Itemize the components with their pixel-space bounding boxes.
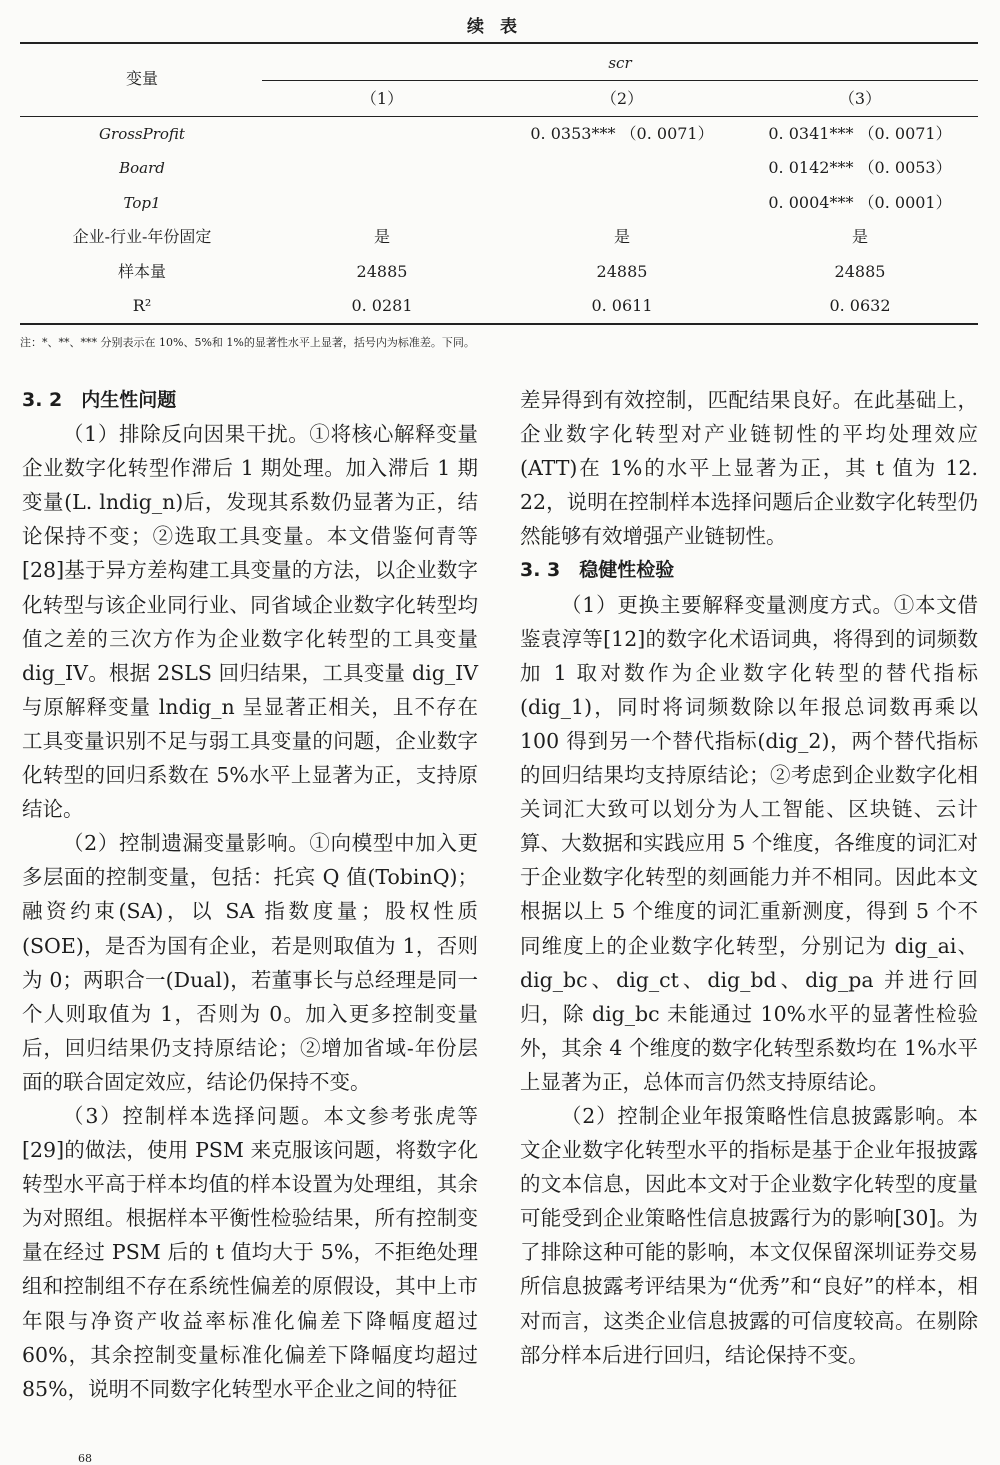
- row-label-r2: R²: [132, 296, 152, 315]
- section-heading-3-2: 3. 2 内生性问题: [22, 389, 177, 411]
- row-label-board: Board: [119, 159, 165, 177]
- page-number: 68: [78, 1452, 92, 1465]
- section-heading-3-3: 3. 3 稳健性检验: [520, 559, 675, 582]
- row-fixed-effects-c2: 是: [613, 227, 630, 246]
- row-sample-size-c2: 24885: [596, 262, 648, 281]
- paragraph-psm-continuation: 差异得到有效控制，匹配结果良好。在此基础上，企业数字化转型对产业链韧性的平均处理效应(ATT)在 1%的水平上显著为正，其 t 值为 12. 22，说明在控制样本选择问题后企业数字化转型仍然能够有效增强产业链韧性。: [520, 388, 978, 549]
- row-sample-size-c3: 24885: [834, 262, 886, 281]
- table-note: 注：*、**、*** 分别表示在 10%、5%和 1%的显著性水平上显著，括号内为标准差。下同。: [20, 336, 475, 349]
- header-col-2: （2）: [600, 89, 644, 108]
- right-column: [520, 383, 978, 1372]
- left-column: [22, 383, 478, 1406]
- row-r2-c1: 0. 0281: [351, 296, 413, 315]
- paragraph-measurement-change: （1）更换主要解释变量测度方式。①本文借鉴袁淳等[12]的数字化术语词典，将得到的词频数加 1 取对数作为企业数字化转型的替代指标(dig_1)，同时将词频数除以年报总词数再乘以 100 得到另一个替代指标(dig_2)，两个替代指标的回归结果均支持原结论；②考虑到企业数字化相关词汇大致可以划分为人工智能、区块链、云计算、大数据和实践应用 5 个维度，各维度的词汇对于企业数字化转型的刻画能力并不相同。因此本文根据以上 5 个维度的词汇重新测度，得到 5 个不同维度上的企业数字化转型，分别记为 dig_ai、dig_bc、dig_ct、dig_bd、dig_pa 并进行回归，除 dig_bc 未能通过 10%水平的显著性检验外，其余 4 个维度的数字化转型系数均在 1%水平上显著为正，总体而言仍然支持原结论。: [520, 592, 978, 1094]
- row-label-top1: Top1: [123, 194, 161, 212]
- row-top1-c3: 0. 0004*** （0. 0001）: [768, 193, 952, 212]
- row-fixed-effects-c1: 是: [373, 227, 390, 246]
- row-fixed-effects-c3: 是: [851, 227, 868, 246]
- paragraph-sample-selection: （3）控制样本选择问题。本文参考张虎等[29]的做法，使用 PSM 来克服该问题，将数字化转型水平高于样本均值的样本设置为处理组，其余为对照组。根据样本平衡性检验结果，所有控制变量在经过 PSM 后的 t 值均大于 5%，不拒绝处理组和控制组不存在系统性偏差的原假设，其中上市年限与净资产收益率标准化偏差下降幅度超过 60%，其余控制变量标准化偏差下降幅度均超过 85%，说明不同数字化转型水平企业之间的特征: [22, 1103, 478, 1401]
- row-sample-size-c1: 24885: [356, 262, 408, 281]
- row-label-sample-size: 样本量: [117, 262, 166, 281]
- paragraph-disclosure-control: （2）控制企业年报策略性信息披露影响。本文企业数字化转型水平的指标是基于企业年报披露的文本信息，因此本文对于企业数字化转型的度量可能受到企业策略性信息披露行为的影响[30]。为了排除这种可能的影响，本文仅保留深圳证券交易所信息披露考评结果为“优秀”和“良好”的样本，相对而言，这类企业信息披露的可信度较高。在剔除部分样本后进行回归，结论保持不变。: [520, 1103, 978, 1367]
- row-label-fixed-effects: 企业-行业-年份固定: [72, 227, 212, 246]
- table-sub-rule: [262, 80, 978, 81]
- row-label-grossprofit: GrossProfit: [99, 125, 185, 143]
- row-grossprofit-c2: 0. 0353*** （0. 0071）: [530, 124, 714, 143]
- header-dependent-var: scr: [608, 54, 632, 72]
- header-col-3: （3）: [838, 89, 882, 108]
- row-grossprofit-c3: 0. 0341*** （0. 0071）: [768, 124, 952, 143]
- row-r2-c2: 0. 0611: [591, 296, 653, 315]
- header-col-1: （1）: [360, 89, 404, 108]
- table-caption: 续表: [467, 17, 533, 37]
- table-header-rule: [20, 116, 978, 117]
- paragraph-reverse-causality: （1）排除反向因果干扰。①将核心解释变量企业数字化转型作滞后 1 期处理。加入滞后 1 期变量(L. lndig_n)后，发现其系数仍显著为正，结论保持不变；②选取工具变量。本文借鉴何青等[28]基于异方差构建工具变量的方法，以企业数字化转型与该企业同行业、同省域企业数字化转型均值之差的三次方作为企业数字化转型的工具变量 dig_IV。根据 2SLS 回归结果，工具变量 dig_IV 与原解释变量 lndig_n 呈显著正相关，且不存在工具变量识别不足与弱工具变量的问题，企业数字化转型的回归系数在 5%水平上显著为正，支持原结论。: [22, 422, 478, 822]
- row-board-c3: 0. 0142*** （0. 0053）: [768, 158, 952, 177]
- paragraph-omitted-variables: （2）控制遗漏变量影响。①向模型中加入更多层面的控制变量，包括：托宾 Q 值(TobinQ)；融资约束(SA)，以 SA 指数度量；股权性质(SOE)，是否为国有企业，若是则取值为 1，否则为 0；两职合一(Dual)，若董事长与总经理是同一个人则取值为 1，否则为 0。加入更多控制变量后，回归结果仍支持原结论；②增加省域-年份层面的联合固定效应，结论仍保持不变。: [22, 831, 478, 1094]
- table-top-rule: [20, 42, 978, 44]
- table-bottom-rule: [20, 323, 978, 325]
- header-variable: 变量: [125, 69, 158, 88]
- row-r2-c3: 0. 0632: [829, 296, 891, 315]
